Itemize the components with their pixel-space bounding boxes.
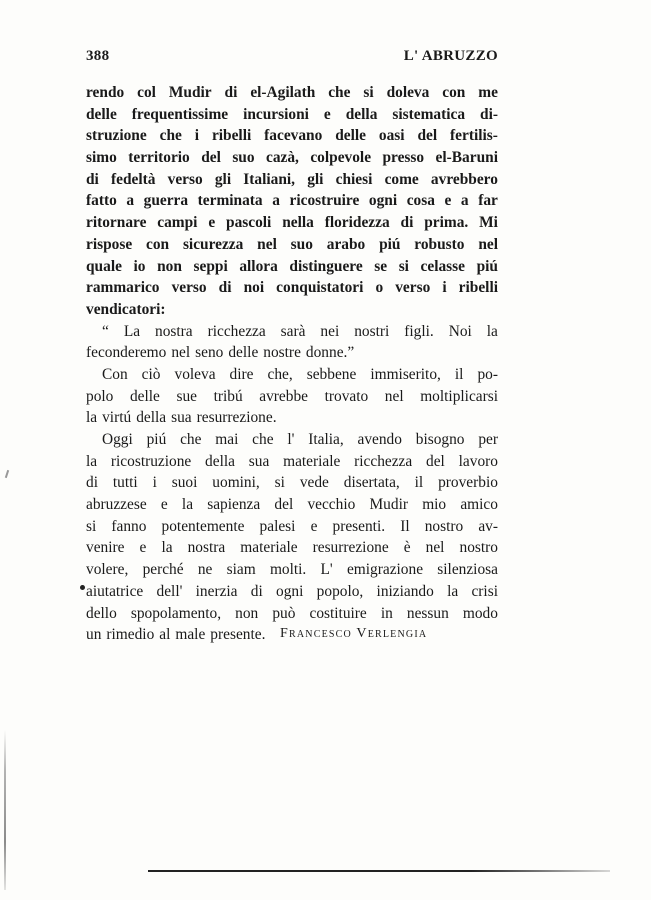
word: amico (460, 496, 498, 514)
word: fertilis- (450, 127, 498, 145)
word: polo (86, 387, 114, 405)
word: ogni (276, 582, 304, 600)
word: feconderemo (86, 344, 167, 362)
text-line (86, 537, 498, 559)
word: distinguere (289, 257, 363, 275)
word: me (478, 84, 498, 101)
word: ricchezza (207, 322, 266, 340)
word: sicurezza (182, 235, 244, 253)
word: Italia, (308, 431, 344, 448)
word: venire (86, 539, 125, 557)
word: resurrezione. (196, 409, 277, 427)
word: ritornare (86, 214, 147, 232)
word: molti. (269, 561, 307, 579)
word: non (235, 604, 259, 622)
margin-ink-dot (80, 585, 85, 590)
word: che (328, 84, 351, 101)
text-line (86, 125, 498, 147)
word: trovato (324, 387, 369, 405)
word: nostra (155, 322, 193, 340)
text-line (86, 516, 498, 538)
word: fanno (111, 517, 147, 535)
word: di (400, 214, 414, 232)
word: sebbene (306, 365, 357, 383)
word: figli. (404, 322, 434, 340)
word: si (86, 517, 97, 535)
word: nella (282, 214, 314, 232)
word: far (478, 192, 498, 210)
word: come (384, 170, 419, 188)
word: mio (422, 496, 447, 514)
word: popolo, (316, 582, 364, 600)
word: iniziando (376, 582, 434, 600)
word: el-Baruni (435, 149, 498, 167)
word: di (86, 170, 99, 188)
word: siam (226, 561, 256, 579)
word: colpevole (310, 149, 372, 167)
word: ciò (141, 365, 161, 383)
word: Mi (479, 214, 498, 232)
word: palesi (259, 517, 296, 535)
word: del (274, 496, 294, 514)
word: dire (229, 365, 254, 383)
text-line (86, 364, 498, 386)
word: vecchio (307, 496, 356, 514)
word: L' (320, 561, 333, 579)
word: immiserito, (370, 365, 441, 383)
text-line (86, 451, 498, 473)
word: bisogno (415, 431, 465, 448)
word: un (86, 626, 102, 644)
text-line (86, 472, 498, 494)
word: nel (257, 235, 277, 253)
word: emigrazione (346, 561, 424, 579)
word: terminata (197, 192, 263, 210)
word: il (454, 365, 464, 383)
word: nostri (354, 322, 390, 340)
word: avrebbe (259, 387, 308, 405)
word: disertata, (343, 474, 400, 492)
word: avrebbero (430, 170, 498, 188)
word: e (444, 192, 452, 210)
word: Con (102, 365, 128, 383)
word: dell' (156, 582, 183, 600)
word: delle (228, 344, 259, 362)
text-line (86, 190, 498, 212)
word: presso (382, 149, 425, 167)
text-line (86, 147, 498, 169)
word: Italiani, (243, 170, 296, 188)
word: rendo (86, 84, 125, 101)
word: verso (171, 279, 207, 297)
word: della (136, 409, 167, 427)
margin-ink-mark (5, 470, 9, 478)
running-header (86, 48, 498, 68)
word: che (159, 127, 182, 145)
word: i (442, 279, 447, 297)
word: se (374, 257, 388, 275)
word: e (208, 214, 216, 232)
word: la (181, 496, 194, 514)
word: “ (102, 322, 109, 340)
word: perché (142, 561, 184, 579)
word: robusto (414, 235, 465, 253)
word: che, (267, 365, 293, 383)
word: conquistatori (276, 279, 364, 297)
word: sarà (280, 322, 306, 340)
word: ogni (368, 192, 398, 210)
word: nel (384, 387, 404, 405)
word: proverbio (438, 474, 498, 492)
text-line (86, 603, 498, 625)
word: sistematica (392, 105, 466, 123)
word: nel (171, 344, 191, 362)
word: tribú (213, 387, 243, 405)
word: pascoli (226, 214, 272, 232)
text-line (86, 82, 498, 104)
text-line (86, 104, 498, 126)
text-line (86, 559, 498, 581)
word: gli (214, 170, 232, 188)
word: nel (425, 539, 445, 557)
word: resurrezione (312, 539, 389, 557)
text-line (86, 407, 498, 429)
word: Noi (448, 322, 472, 340)
word: cazà, (266, 149, 299, 167)
word: nostre (263, 344, 301, 362)
word: modo (462, 604, 498, 622)
word: di (86, 474, 98, 492)
scan-edge-shadow (4, 730, 6, 890)
word: el-Agilath (250, 84, 316, 101)
word: di (250, 582, 263, 600)
word: materiale (283, 452, 341, 470)
word: la (86, 409, 98, 427)
word: nel (478, 235, 498, 253)
word: per (478, 431, 498, 448)
text-line (86, 256, 498, 278)
word: e (323, 105, 331, 123)
text-line (86, 277, 498, 299)
word: suo (290, 235, 313, 253)
word: celasse (420, 257, 465, 275)
word: nostra (187, 539, 226, 557)
word: rimedio (106, 626, 155, 644)
word: della (345, 105, 378, 123)
word: non (157, 257, 182, 275)
word: nostro (424, 517, 464, 535)
word: potentemente (161, 517, 245, 535)
word: sue (176, 387, 198, 405)
word: sua (248, 452, 270, 470)
word: materiale (240, 539, 298, 557)
word: del (426, 452, 445, 470)
word: è (403, 539, 411, 557)
word: piú (379, 235, 401, 253)
word: ricostruire (289, 192, 360, 210)
word: fedeltà (111, 170, 156, 188)
word: spopolamento, (130, 604, 222, 622)
word: noi (243, 279, 265, 297)
text-line (86, 342, 498, 364)
word: ricostruzione (110, 452, 192, 470)
word: voleva (174, 365, 216, 383)
word: della (205, 452, 235, 470)
word: delle (129, 387, 160, 405)
word: a (460, 192, 469, 210)
word: i (152, 474, 157, 492)
word: che (180, 431, 202, 448)
word: guerra (143, 192, 189, 210)
word: quale (86, 257, 122, 275)
word: Mudir (369, 496, 408, 514)
word: e (139, 539, 147, 557)
word: male (175, 626, 206, 644)
word: uomini, (212, 474, 260, 492)
word: presente. (210, 626, 266, 644)
text-line (86, 386, 498, 408)
word: costituire (309, 604, 367, 622)
word: Mudir (168, 84, 212, 101)
word: delle (86, 105, 117, 123)
word: vendicatori: (86, 300, 166, 318)
word: sapienza (207, 496, 261, 514)
word: sua (171, 409, 192, 427)
word: ricchezza (354, 452, 413, 470)
word: prima. (424, 214, 469, 232)
word: La (123, 322, 141, 340)
word: col (137, 84, 156, 101)
article-text (86, 82, 498, 646)
word: la (86, 452, 98, 470)
text-line (86, 169, 498, 191)
word: chiesi (335, 170, 373, 188)
word: floridezza (324, 214, 390, 232)
word: al (159, 626, 171, 644)
word: a (272, 192, 280, 210)
word: moltiplicarsi (420, 387, 498, 405)
word: inerzia (195, 582, 238, 600)
word: vede (299, 474, 329, 492)
word: a (126, 192, 135, 210)
word: nei (320, 322, 340, 340)
word: piú (476, 257, 498, 275)
word: verso (167, 170, 203, 188)
word: di (224, 84, 238, 101)
word: delle (335, 127, 366, 145)
word: verso (395, 279, 431, 297)
word: nostro (459, 539, 498, 557)
page-bottom-rule (148, 870, 610, 872)
word: e (310, 517, 318, 535)
word: suo (232, 149, 255, 167)
word: nessun (406, 604, 449, 622)
word: tutti (112, 474, 138, 492)
word: suoi (171, 474, 198, 492)
word: incursioni (243, 105, 309, 123)
word: lavoro (458, 452, 498, 470)
word: frequentissime (131, 105, 229, 123)
text-line (86, 429, 498, 451)
word: aiutatrice (86, 582, 144, 600)
word: di (218, 279, 232, 297)
word: la (486, 322, 498, 340)
word: può (272, 604, 296, 622)
text-line (86, 299, 498, 321)
word: l' (287, 431, 295, 448)
text-line (86, 321, 498, 343)
word: piú (146, 431, 167, 448)
word: doleva (386, 84, 430, 101)
word: allora (239, 257, 278, 275)
author-signature: Francesco Verlengia (280, 626, 428, 641)
word: in (380, 604, 393, 622)
text-line (86, 494, 498, 516)
word: con (442, 84, 466, 101)
word: donne.” (305, 344, 355, 362)
word: del (201, 149, 221, 167)
word: la (447, 582, 459, 600)
word: arabo (326, 235, 366, 253)
word: Il (400, 517, 410, 535)
word: o (375, 279, 384, 297)
journal-title: L' ABRUZZO (403, 48, 498, 64)
word: con (146, 235, 170, 253)
word: crisi (471, 582, 498, 600)
word: Oggi (102, 431, 133, 448)
word: gli (307, 170, 324, 188)
word: ribelli (211, 127, 252, 145)
word: simo (86, 149, 117, 167)
word: rammarico (86, 279, 160, 297)
word: struzione (86, 127, 147, 145)
word: i (194, 127, 200, 145)
word: virtú (102, 409, 132, 427)
word: la (161, 539, 173, 557)
word: ne (197, 561, 213, 579)
word: facevano (264, 127, 323, 145)
word: presenti. (332, 517, 386, 535)
page-number: 388 (86, 48, 110, 64)
word: oasi (378, 127, 405, 145)
word: rispose (86, 235, 133, 253)
word: io (133, 257, 146, 275)
word: abruzzese (86, 496, 147, 514)
word: seno (195, 344, 224, 362)
text-line (86, 581, 498, 603)
word: territorio (128, 149, 190, 167)
word: fatto (86, 192, 117, 210)
word: si (274, 474, 285, 492)
word: silenziosa (437, 561, 498, 579)
word: dello (86, 604, 117, 622)
text-line (86, 212, 498, 234)
word: volere, (86, 561, 129, 579)
word: po- (477, 365, 498, 383)
word: cosa (406, 192, 435, 210)
word: del (417, 127, 438, 145)
word: di- (480, 105, 498, 123)
word: av- (478, 517, 498, 535)
word: mai (215, 431, 239, 448)
word: ribelli (458, 279, 498, 297)
word: si (363, 84, 374, 101)
word: e (160, 496, 168, 514)
word: campi (157, 214, 198, 232)
text-line (86, 234, 498, 256)
word: che (252, 431, 274, 448)
word: seppi (193, 257, 228, 275)
word: il (414, 474, 424, 492)
word: si (398, 257, 409, 275)
word: avendo (357, 431, 402, 448)
